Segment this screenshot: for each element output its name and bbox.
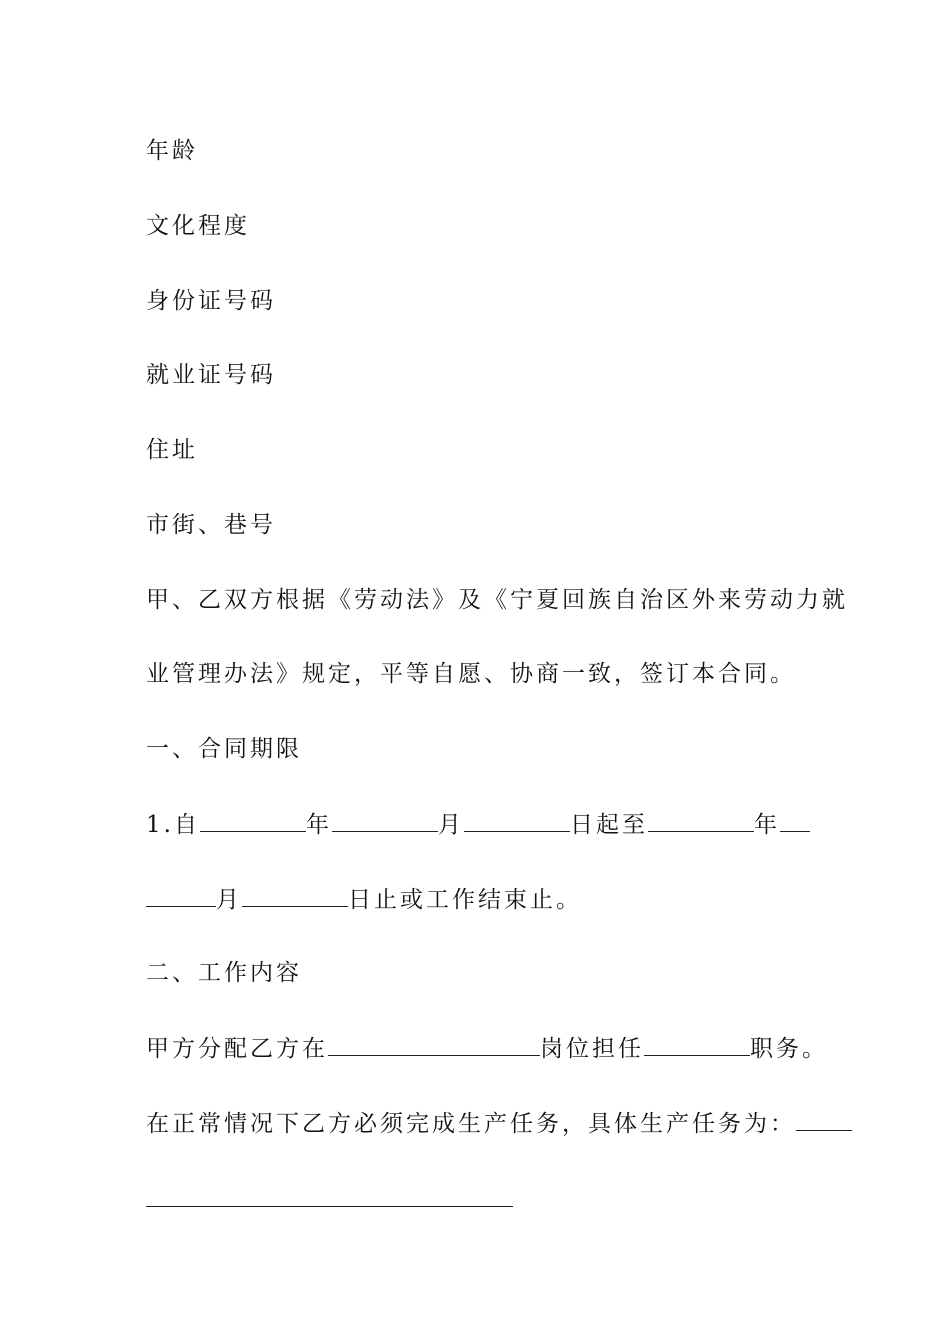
start-year-blank — [200, 809, 306, 832]
month-label: 月 — [216, 887, 242, 913]
end-month-blank-cont — [146, 884, 216, 907]
term-line-1 — [146, 809, 810, 840]
start-day-blank — [464, 809, 570, 832]
section2-heading: 二、工作内容 — [146, 960, 302, 986]
term-line-2 — [146, 884, 582, 915]
assignment-line — [146, 1033, 828, 1064]
field-education: 文化程度 — [146, 213, 250, 239]
post-blank — [328, 1033, 540, 1056]
month-label: 月 — [437, 812, 464, 838]
end-day-blank — [242, 884, 348, 907]
field-id-number: 身份证号码 — [146, 288, 276, 314]
year-label: 年 — [305, 812, 332, 838]
field-street: 市街、巷号 — [146, 512, 276, 538]
end-year-blank — [648, 809, 754, 832]
task-blank-start — [796, 1108, 852, 1131]
field-employment-cert: 就业证号码 — [146, 362, 276, 388]
intro-line-1: 甲、乙双方根据《劳动法》及《宁夏回族自治区外来劳动力就 — [146, 587, 848, 613]
task-text: 在正常情况下乙方必须完成生产任务，具体生产任务为： — [146, 1111, 796, 1137]
from-label: 自 — [173, 812, 200, 838]
assign-text-a: 甲方分配乙方在 — [146, 1036, 328, 1062]
field-address: 住址 — [146, 437, 198, 463]
section1-heading: 一、合同期限 — [146, 736, 302, 762]
task-line — [146, 1108, 852, 1139]
end-text: 日止或工作结束止。 — [348, 887, 582, 913]
end-month-blank-start — [780, 809, 810, 832]
intro-line-2: 业管理办法》规定，平等自愿、协商一致，签订本合同。 — [146, 661, 796, 687]
year-label: 年 — [753, 812, 780, 838]
field-age: 年龄 — [146, 138, 198, 164]
role-blank — [644, 1033, 750, 1056]
assign-text-b: 岗位担任 — [540, 1036, 644, 1062]
item-number: 1. — [146, 812, 174, 838]
start-month-blank — [332, 809, 438, 832]
task-blank-line — [146, 1206, 513, 1207]
assign-text-c: 职务。 — [750, 1036, 828, 1062]
from-to-label: 日起至 — [569, 812, 648, 838]
